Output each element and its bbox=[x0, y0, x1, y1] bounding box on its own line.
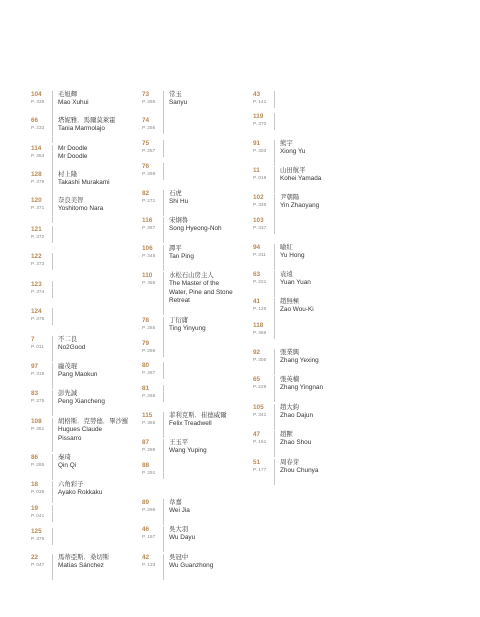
page-reference: P. 161 bbox=[253, 440, 267, 445]
artist-name-chinese: 張業興 bbox=[280, 349, 300, 356]
artist-name bbox=[58, 390, 105, 407]
entry-number: 105 bbox=[253, 404, 264, 411]
artist-name-english: Ayako Rokkaku bbox=[58, 489, 103, 497]
artist-name bbox=[58, 197, 103, 214]
entry-number: 82 bbox=[142, 190, 150, 197]
entry-number: 118 bbox=[253, 322, 264, 329]
vertical-rule bbox=[163, 272, 164, 315]
artist-name bbox=[58, 554, 109, 571]
artist-name bbox=[58, 363, 97, 380]
index-entry bbox=[31, 281, 139, 311]
index-entry bbox=[253, 244, 361, 274]
vertical-rule bbox=[52, 171, 53, 197]
artist-name bbox=[280, 140, 305, 157]
entry-number: 66 bbox=[31, 117, 39, 124]
artist-name bbox=[169, 91, 187, 108]
entry-number: 124 bbox=[31, 308, 42, 315]
entry-number: 87 bbox=[142, 439, 150, 446]
page-reference: P. 303 bbox=[253, 149, 267, 154]
artist-name-chinese: 趙獸 bbox=[280, 431, 293, 438]
artist-name bbox=[58, 336, 85, 353]
index-entry bbox=[31, 308, 139, 338]
page-reference: P. 375 bbox=[31, 317, 45, 322]
vertical-rule bbox=[52, 117, 53, 143]
artist-name-english: Qin Qi bbox=[58, 462, 77, 470]
artist-name-chinese: 胡格斯．克勞德．畢沙羅 bbox=[58, 418, 129, 425]
vertical-rule bbox=[52, 554, 53, 580]
vertical-rule bbox=[52, 197, 53, 223]
vertical-rule bbox=[163, 462, 164, 479]
vertical-rule bbox=[274, 298, 275, 324]
page-reference: P. 335 bbox=[253, 203, 267, 208]
artist-name bbox=[169, 499, 190, 516]
artist-name-english: Zhou Chunya bbox=[280, 467, 319, 475]
artist-name-chinese: 六角彩子 bbox=[58, 481, 84, 488]
index-entry bbox=[253, 376, 361, 406]
vertical-rule bbox=[163, 412, 164, 438]
artist-name-english: Mao Xuhui bbox=[58, 99, 89, 107]
artist-name-chinese: 奈良美智 bbox=[58, 197, 84, 204]
artist-name-english: Water, Pine and Stone bbox=[169, 288, 233, 296]
vertical-rule bbox=[274, 431, 275, 457]
index-entry bbox=[253, 271, 361, 301]
artist-name-chinese: 吳冠中 bbox=[169, 554, 189, 561]
index-entry bbox=[253, 217, 361, 247]
artist-name-chinese: 不二良 bbox=[58, 336, 78, 343]
entry-number: 108 bbox=[31, 418, 42, 425]
artist-name-chinese: 周春芽 bbox=[280, 459, 300, 466]
artist-name-english: Zhao Shou bbox=[280, 439, 312, 447]
vertical-rule bbox=[52, 308, 53, 325]
artist-name-english: Tan Ping bbox=[169, 253, 194, 261]
vertical-rule bbox=[163, 554, 164, 580]
index-entry bbox=[31, 454, 139, 484]
vertical-rule bbox=[52, 253, 53, 270]
index-entry bbox=[142, 462, 250, 492]
entry-number: 43 bbox=[253, 91, 261, 98]
page-reference: P. 133 bbox=[142, 563, 156, 568]
page-reference: P. 257 bbox=[142, 149, 156, 154]
index-entry bbox=[253, 459, 361, 489]
artist-name-english: The Master of the bbox=[169, 280, 220, 288]
artist-name-english: Yin Zhaoyang bbox=[280, 202, 320, 210]
index-entry bbox=[142, 245, 250, 275]
entry-number: 97 bbox=[31, 363, 39, 370]
vertical-rule bbox=[163, 245, 164, 271]
artist-name-english: Peng Xiancheng bbox=[58, 398, 105, 406]
page-reference: P. 291 bbox=[142, 471, 156, 476]
entry-number: 128 bbox=[31, 171, 42, 178]
entry-number: 104 bbox=[31, 91, 42, 98]
vertical-rule bbox=[274, 244, 275, 270]
artist-name-english: Wu Dayu bbox=[169, 534, 196, 542]
entry-number: 106 bbox=[142, 245, 153, 252]
vertical-rule bbox=[274, 167, 275, 193]
artist-name bbox=[280, 459, 318, 476]
vertical-rule bbox=[52, 145, 53, 172]
vertical-rule bbox=[274, 217, 275, 234]
artist-name-english: Wei Jia bbox=[169, 507, 190, 515]
vertical-rule bbox=[274, 322, 275, 339]
entry-number: 119 bbox=[253, 113, 264, 120]
artist-name-chinese: 水松石山房主人 bbox=[169, 272, 214, 279]
entry-number: 81 bbox=[142, 385, 150, 392]
vertical-rule bbox=[52, 226, 53, 243]
entry-number: 115 bbox=[142, 412, 153, 419]
entry-number: 7 bbox=[31, 336, 35, 343]
artist-name bbox=[169, 526, 195, 543]
entry-number: 120 bbox=[31, 197, 42, 204]
page-reference: P. 341 bbox=[253, 413, 267, 418]
artist-name bbox=[280, 298, 314, 315]
index-entry bbox=[253, 404, 361, 434]
index-entry bbox=[142, 554, 250, 584]
artist-name bbox=[169, 245, 194, 262]
vertical-rule bbox=[163, 385, 164, 402]
vertical-rule bbox=[52, 454, 53, 480]
page-reference: P. 125 bbox=[253, 307, 267, 312]
entry-number: 103 bbox=[253, 217, 264, 224]
artist-name bbox=[169, 190, 188, 207]
artist-name bbox=[280, 271, 311, 288]
page-reference: P. 233 bbox=[31, 126, 45, 131]
entry-number: 76 bbox=[142, 163, 150, 170]
artist-name bbox=[280, 376, 323, 393]
artist-name-english: Yuan Yuan bbox=[280, 279, 311, 287]
artist-name-english: Song Hyeong-Noh bbox=[169, 225, 222, 233]
artist-name-chinese: 丁衍庸 bbox=[169, 317, 189, 324]
artist-name-english: Sanyu bbox=[169, 99, 188, 107]
entry-number: 88 bbox=[142, 462, 150, 469]
index-entry bbox=[253, 349, 361, 379]
page-reference: P. 376 bbox=[31, 537, 45, 542]
artist-name bbox=[58, 171, 110, 188]
page-reference: P. 019 bbox=[253, 176, 267, 181]
artist-name-english: Xiong Yu bbox=[280, 148, 306, 156]
artist-name bbox=[58, 145, 87, 162]
artist-name bbox=[169, 554, 213, 571]
index-entry bbox=[31, 117, 139, 147]
entry-number: 73 bbox=[142, 91, 150, 98]
artist-name-chinese: 馬蒂亞斯．桑切斯 bbox=[58, 554, 110, 561]
vertical-rule bbox=[52, 528, 53, 545]
page-reference: P. 141 bbox=[253, 100, 267, 105]
artist-name-chinese: 毛旭輝 bbox=[58, 91, 78, 98]
page-reference: P. 267 bbox=[142, 371, 156, 376]
artist-name bbox=[280, 167, 321, 184]
vertical-rule bbox=[52, 281, 53, 298]
page-reference: P. 337 bbox=[253, 226, 267, 231]
index-entry bbox=[31, 253, 139, 283]
page-reference: P. 345 bbox=[142, 254, 156, 259]
vertical-rule bbox=[274, 349, 275, 375]
artist-name-english: Takashi Murakami bbox=[58, 179, 110, 187]
page-reference: P. 289 bbox=[142, 448, 156, 453]
artist-name-chinese: 趙大鈞 bbox=[280, 404, 300, 411]
entry-number: 46 bbox=[142, 526, 150, 533]
page-reference: P. 319 bbox=[31, 372, 45, 377]
artist-name-chinese: 秦琦 bbox=[58, 454, 71, 461]
index-entry bbox=[31, 390, 139, 420]
index-entry bbox=[142, 217, 250, 247]
artist-name-chinese: 熊宇 bbox=[280, 140, 293, 147]
artist-name-chinese: 趙無極 bbox=[280, 298, 300, 305]
entry-number: 22 bbox=[31, 554, 39, 561]
page-reference: P. 305 bbox=[253, 358, 267, 363]
artist-name-chinese: 譚平 bbox=[169, 245, 182, 252]
page-reference: P. 259 bbox=[142, 172, 156, 177]
index-entry bbox=[31, 336, 139, 366]
entry-number: 122 bbox=[31, 253, 42, 260]
artist-name-chinese: 宋炯魯 bbox=[169, 217, 189, 224]
artist-name-english: No2Good bbox=[58, 344, 86, 352]
index-entry bbox=[142, 190, 250, 220]
artist-name bbox=[280, 404, 313, 421]
vertical-rule bbox=[163, 140, 164, 157]
artist-name-english: Zhang Yingnan bbox=[280, 384, 323, 392]
vertical-rule bbox=[274, 91, 275, 108]
artist-name-english: Mr Doodle bbox=[58, 153, 88, 161]
artist-name-chinese: 塔妮雅．馬爾莫萊霍 bbox=[58, 117, 116, 124]
artist-name-chinese: 石虎 bbox=[169, 190, 182, 197]
artist-name-chinese: 菲利克斯．崔德威爾 bbox=[169, 412, 227, 419]
vertical-rule bbox=[163, 362, 164, 379]
page-reference: P. 268 bbox=[142, 394, 156, 399]
artist-name-chinese: 山田航平 bbox=[280, 167, 306, 174]
artist-name-english: Zao Wou-Ki bbox=[280, 306, 314, 314]
entry-number: 121 bbox=[31, 226, 42, 233]
vertical-rule bbox=[52, 481, 53, 503]
vertical-rule bbox=[163, 117, 164, 134]
page-reference: P. 369 bbox=[253, 331, 267, 336]
artist-name-chinese: Mr Doodle bbox=[58, 145, 88, 152]
entry-number: 110 bbox=[142, 272, 153, 279]
entry-number: 78 bbox=[142, 317, 150, 324]
vertical-rule bbox=[274, 459, 275, 485]
artist-name bbox=[58, 418, 128, 443]
vertical-rule bbox=[52, 390, 53, 416]
artist-name-english: Retreat bbox=[169, 296, 190, 304]
artist-name bbox=[58, 481, 102, 498]
artist-name-chinese: 尹朝陽 bbox=[280, 194, 300, 201]
page-reference: P. 374 bbox=[31, 290, 45, 295]
page-reference: P. 271 bbox=[142, 199, 156, 204]
artist-name-english: Yu Hong bbox=[280, 252, 305, 260]
index-entry bbox=[31, 197, 139, 227]
entry-number: 123 bbox=[31, 281, 42, 288]
vertical-rule bbox=[163, 340, 164, 357]
page-reference: P. 039 bbox=[31, 490, 45, 495]
entry-number: 116 bbox=[142, 217, 153, 224]
index-entry bbox=[253, 431, 361, 461]
vertical-rule bbox=[274, 404, 275, 430]
vertical-rule bbox=[52, 336, 53, 362]
page-reference: P. 011 bbox=[31, 345, 44, 350]
artist-name-chinese: 村上隆 bbox=[58, 171, 78, 178]
artist-name bbox=[169, 317, 206, 334]
artist-name bbox=[280, 244, 305, 261]
index-entry bbox=[142, 412, 250, 442]
entry-number: 19 bbox=[31, 505, 39, 512]
index-entry bbox=[253, 322, 361, 352]
vertical-rule bbox=[163, 217, 164, 243]
artist-name-chinese: 張英楠 bbox=[280, 376, 300, 383]
page-reference: P. 221 bbox=[253, 280, 267, 285]
page-reference: P. 295 bbox=[142, 508, 156, 513]
entry-number: 83 bbox=[31, 390, 39, 397]
vertical-rule bbox=[163, 190, 164, 216]
artist-name-english: Ting Yinyung bbox=[169, 325, 206, 333]
artist-name-english: Shi Hu bbox=[169, 198, 189, 206]
vertical-rule bbox=[52, 505, 53, 522]
index-entry bbox=[253, 113, 361, 143]
artist-name bbox=[169, 412, 227, 429]
index-entry bbox=[31, 554, 139, 584]
index-entry bbox=[142, 163, 250, 193]
page-reference: P. 355 bbox=[142, 281, 156, 286]
vertical-rule bbox=[274, 113, 275, 130]
artist-name bbox=[169, 439, 207, 456]
entry-number: 91 bbox=[253, 140, 261, 147]
page-reference: P. 266 bbox=[142, 349, 156, 354]
artist-name-english: Zhang Yexing bbox=[280, 357, 319, 365]
entry-number: 11 bbox=[253, 167, 260, 174]
artist-name-english: Hugues Claude bbox=[58, 426, 103, 434]
artist-name-chinese: 韋嘉 bbox=[169, 499, 182, 506]
index-entry bbox=[142, 499, 250, 529]
vertical-rule bbox=[163, 91, 164, 117]
index-entry bbox=[142, 385, 250, 415]
artist-name-english: Pissarro bbox=[58, 434, 82, 442]
artist-name bbox=[58, 91, 89, 108]
entry-number: 18 bbox=[31, 481, 39, 488]
entry-number: 74 bbox=[142, 117, 150, 124]
entry-number: 125 bbox=[31, 528, 42, 535]
page-reference: P. 255 bbox=[142, 100, 156, 105]
entry-number: 63 bbox=[253, 271, 261, 278]
page-reference: P. 177 bbox=[253, 468, 267, 473]
page-reference: P. 041 bbox=[31, 514, 45, 519]
page-reference: P. 339 bbox=[31, 100, 45, 105]
index-entry bbox=[31, 226, 139, 256]
page-reference: P. 285 bbox=[31, 463, 45, 468]
artist-name-english: Yoshitomo Nara bbox=[58, 205, 104, 213]
artist-name-chinese: 常玉 bbox=[169, 91, 182, 98]
vertical-rule bbox=[52, 91, 53, 117]
artist-name bbox=[280, 194, 319, 211]
artist-name-english: Wang Yuping bbox=[169, 447, 207, 455]
index-entry bbox=[31, 418, 139, 448]
page-reference: P. 351 bbox=[31, 427, 45, 432]
page-reference: P. 229 bbox=[253, 385, 267, 390]
artist-name-chinese: 龐茂琨 bbox=[58, 363, 78, 370]
entry-number: 65 bbox=[253, 376, 261, 383]
index-entry bbox=[142, 526, 250, 556]
artist-name-chinese: 袁遠 bbox=[280, 271, 293, 278]
index-entry bbox=[253, 140, 361, 170]
entry-number: 41 bbox=[253, 298, 261, 305]
page-reference: P. 373 bbox=[31, 262, 45, 267]
artist-name bbox=[58, 454, 76, 471]
artist-name bbox=[280, 431, 311, 448]
artist-name-chinese: 吳大羽 bbox=[169, 526, 189, 533]
page-reference: P. 157 bbox=[142, 535, 156, 540]
artist-name-english: Pang Maokun bbox=[58, 371, 98, 379]
page-reference: P. 265 bbox=[142, 326, 156, 331]
entry-number: 79 bbox=[142, 340, 150, 347]
entry-number: 102 bbox=[253, 194, 264, 201]
artist-name-chinese: 彭先誠 bbox=[58, 390, 78, 397]
entry-number: 42 bbox=[142, 554, 150, 561]
vertical-rule bbox=[52, 418, 53, 452]
vertical-rule bbox=[163, 163, 164, 180]
entry-number: 114 bbox=[31, 145, 42, 152]
page-reference: P. 311 bbox=[253, 253, 266, 258]
vertical-rule bbox=[163, 499, 164, 525]
vertical-rule bbox=[274, 271, 275, 297]
page-reference: P. 370 bbox=[253, 122, 267, 127]
artist-name bbox=[169, 217, 222, 234]
entry-number: 89 bbox=[142, 499, 150, 506]
index-entry bbox=[142, 272, 250, 302]
artist-name-english: Felix Treadwell bbox=[169, 420, 212, 428]
index-entry bbox=[253, 167, 361, 197]
page-reference: P. 367 bbox=[142, 226, 156, 231]
page-reference: P. 372 bbox=[31, 235, 45, 240]
page-reference: P. 379 bbox=[31, 180, 45, 185]
artist-name-english: Wu Guanzhong bbox=[169, 562, 214, 570]
vertical-rule bbox=[52, 363, 53, 389]
artist-name bbox=[280, 349, 319, 366]
entry-number: 51 bbox=[253, 459, 261, 466]
artist-name-english: Tania Marmolajo bbox=[58, 125, 105, 133]
page-reference: P. 371 bbox=[31, 206, 45, 211]
artist-name-english: Kohei Yamada bbox=[280, 175, 322, 183]
entry-number: 75 bbox=[142, 140, 150, 147]
page-reference: P. 047 bbox=[31, 563, 45, 568]
page-reference: P. 275 bbox=[31, 399, 45, 404]
artist-name bbox=[58, 117, 116, 134]
entry-number: 47 bbox=[253, 431, 261, 438]
vertical-rule bbox=[274, 376, 275, 402]
entry-number: 92 bbox=[253, 349, 261, 356]
vertical-rule bbox=[274, 140, 275, 166]
entry-number: 86 bbox=[31, 454, 39, 461]
entry-number: 80 bbox=[142, 362, 150, 369]
artist-name-chinese: 喻紅 bbox=[280, 244, 293, 251]
artist-name-chinese: 王玉平 bbox=[169, 439, 189, 446]
artist-name bbox=[169, 272, 233, 305]
artist-name-english: Zhao Dajun bbox=[280, 412, 314, 420]
page-reference: P. 365 bbox=[142, 421, 156, 426]
page-reference: P. 363 bbox=[31, 154, 45, 159]
page-reference: P. 256 bbox=[142, 126, 156, 131]
entry-number: 94 bbox=[253, 244, 261, 251]
vertical-rule bbox=[163, 526, 164, 552]
index-entry bbox=[31, 363, 139, 393]
artist-name-english: Matías Sánchez bbox=[58, 562, 104, 570]
